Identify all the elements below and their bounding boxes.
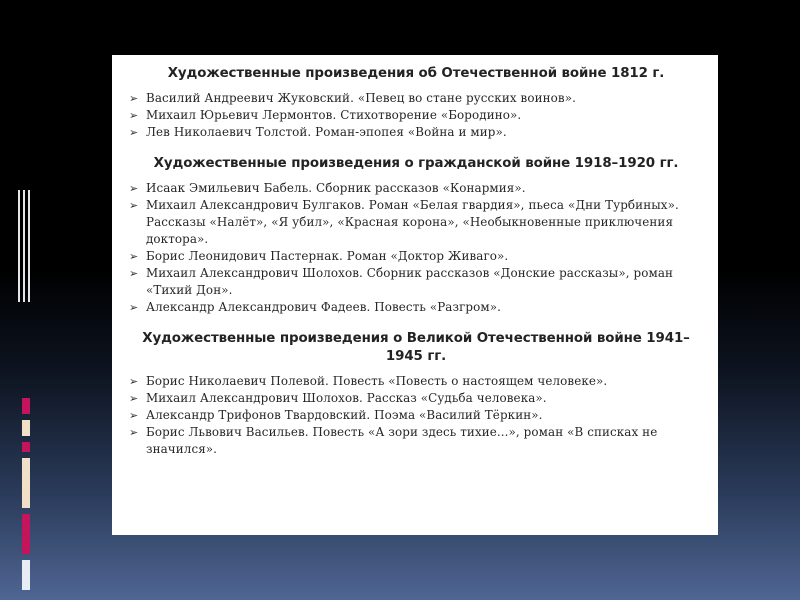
list-item-text: Борис Леонидович Пастернак. Роман «Доктор Живаго». [146, 249, 509, 263]
list-item [126, 407, 706, 424]
list-item [126, 299, 706, 316]
arrow-bullet-icon: ➢ [129, 92, 139, 105]
decorative-bar [22, 458, 30, 508]
list-item-text: Борис Николаевич Полевой. Повесть «Повесть о настоящем человеке». [146, 374, 608, 388]
list-item [126, 390, 706, 407]
decorative-bar [22, 514, 30, 554]
item-list [126, 90, 706, 141]
section-great-patriotic-war [126, 330, 706, 458]
decorative-bar [22, 560, 30, 590]
arrow-bullet-icon: ➢ [129, 426, 139, 439]
arrow-bullet-icon: ➢ [129, 409, 139, 422]
decorative-rule [23, 190, 25, 302]
section-heading: Художественные произведения о Великой Отечественной войне 1941–1945 гг. [142, 331, 690, 364]
decorative-bar [22, 398, 30, 414]
list-item [126, 197, 706, 248]
list-item-text: Александр Александрович Фадеев. Повесть «Разгром». [146, 300, 501, 314]
list-item [126, 90, 706, 107]
arrow-bullet-icon: ➢ [129, 109, 139, 122]
decorative-bars [18, 398, 32, 592]
list-item-text: Михаил Александрович Шолохов. Сборник рассказов «Донские рассказы», роман «Тихий Дон». [146, 266, 674, 297]
list-item-text: Михаил Юрьевич Лермонтов. Стихотворение «Бородино». [146, 108, 522, 122]
list-item [126, 124, 706, 141]
list-item [126, 424, 706, 458]
section-heading: Художественные произведения об Отечественной войне 1812 г. [167, 66, 665, 81]
arrow-bullet-icon: ➢ [129, 375, 139, 388]
list-item [126, 248, 706, 265]
list-item [126, 265, 706, 299]
item-list [126, 180, 706, 316]
decorative-rules [18, 190, 34, 302]
list-item-text: Василий Андреевич Жуковский. «Певец во стане русских воинов». [146, 91, 576, 105]
arrow-bullet-icon: ➢ [129, 250, 139, 263]
list-item-text: Лев Николаевич Толстой. Роман-эпопея «Война и мир». [146, 125, 507, 139]
list-item-text: Исаак Эмильевич Бабель. Сборник рассказов «Конармия». [146, 181, 526, 195]
list-item [126, 107, 706, 124]
list-item [126, 373, 706, 390]
decorative-bar [22, 442, 30, 452]
section-civil-war [126, 155, 706, 316]
decorative-rule [18, 190, 20, 302]
decorative-bar [22, 420, 30, 436]
section-1812 [126, 65, 706, 141]
arrow-bullet-icon: ➢ [129, 267, 139, 280]
item-list [126, 373, 706, 458]
list-item-text: Михаил Александрович Шолохов. Рассказ «Судьба человека». [146, 391, 547, 405]
arrow-bullet-icon: ➢ [129, 126, 139, 139]
section-heading: Художественные произведения о гражданской войне 1918–1920 гг. [153, 156, 679, 171]
content-panel [112, 55, 718, 535]
list-item-text: Александр Трифонов Твардовский. Поэма «Василий Тёркин». [146, 408, 543, 422]
list-item-text: Михаил Александрович Булгаков. Роман «Белая гвардия», пьеса «Дни Турбиных». Рассказы «Налёт», «Я убил», «Красная корона», «Необыкновенные приключения доктора». [146, 198, 679, 246]
arrow-bullet-icon: ➢ [129, 199, 139, 212]
arrow-bullet-icon: ➢ [129, 392, 139, 405]
list-item [126, 180, 706, 197]
arrow-bullet-icon: ➢ [129, 301, 139, 314]
decorative-rule [28, 190, 30, 302]
list-item-text: Борис Львович Васильев. Повесть «А зори здесь тихие...», роман «В списках не значился». [146, 425, 658, 456]
arrow-bullet-icon: ➢ [129, 182, 139, 195]
